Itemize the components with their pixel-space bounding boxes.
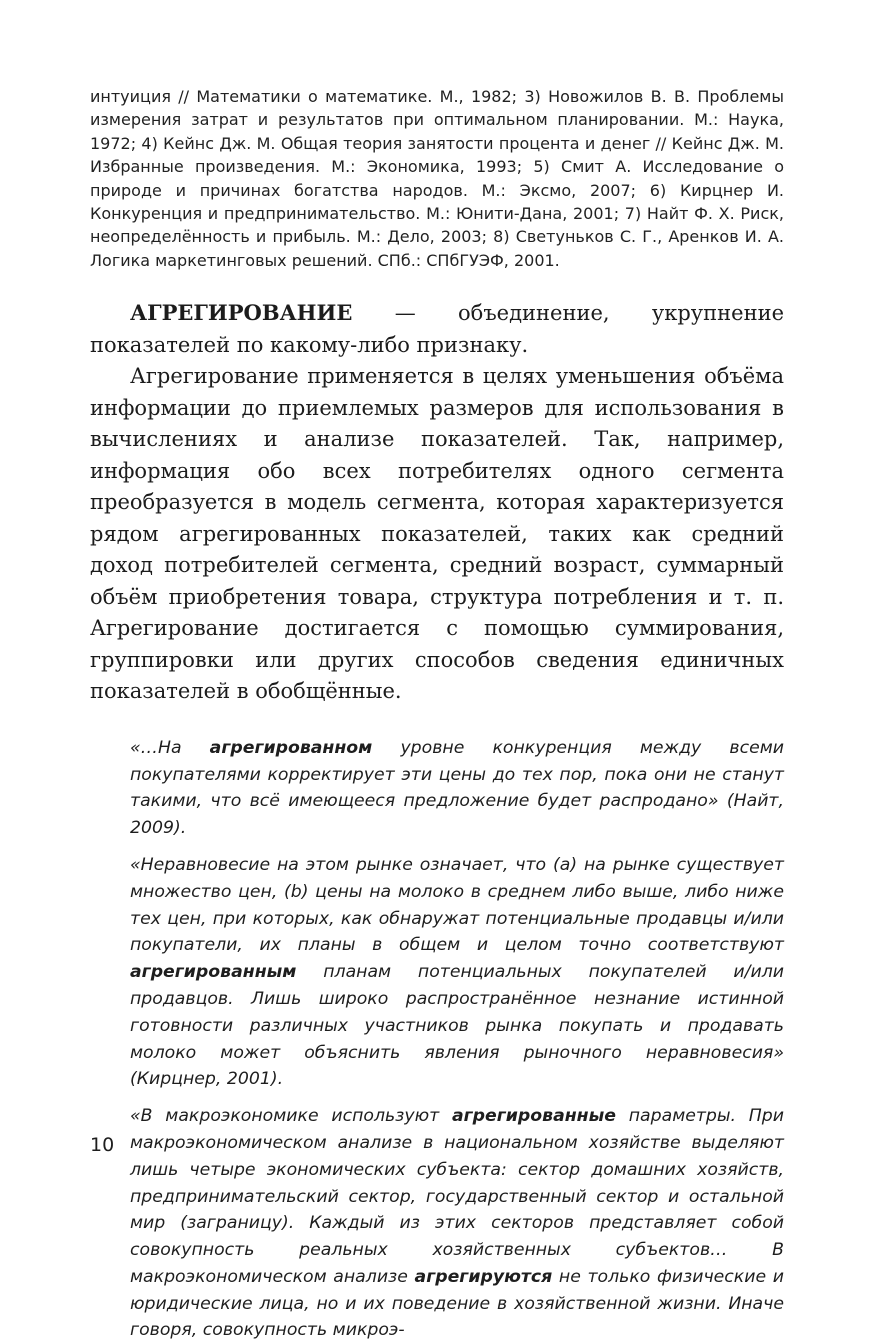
entry-explanation: Агрегирование применяется в целях уменьшения объёма информации до приемлемых размеров для использования в вычислениях и анализе показателей. Так, например, информация обо всех потребителях одного сегмента преобразуется в модель сегмента, которая характеризуется рядом агрегированных показателей, таких как средний доход потребителей сегмента, средний возраст, суммарный объём приобретения товара, структура потребления и т. п. Агрегирование достигается с помощью суммирования, группировки или других способов сведения единичных показателей в обобщённые. xyxy=(90,364,784,704)
quote-3-middle: параметры. При макроэкономическом анализе в национальном хозяйстве выделяют лишь четыре экономических субъекта: сектор домашних хозяйств, предпринимательский сектор, государственный сектор и остальной мир (заграницу). Каждый из этих секторов представляет собой совокупность реальных хозяйственных субъектов… В макроэкономическом анализе xyxy=(130,1106,784,1287)
quote-2 xyxy=(130,852,784,1093)
entry-definition: — объединение, укрупнение показателей по какому-либо признаку. xyxy=(90,301,784,357)
quote-1-before: «…На xyxy=(130,737,210,758)
page-number: 10 xyxy=(90,1134,115,1156)
quote-1 xyxy=(130,735,784,842)
quote-1-keyword: агрегированном xyxy=(209,737,373,758)
dictionary-entry-heading xyxy=(90,297,784,361)
quote-3-after: не только физические и юридические лица, но и их поведение в хозяйственной жизни. Иначе говоря, совокупность микроэ- xyxy=(130,1266,784,1341)
quote-3 xyxy=(130,1103,784,1344)
quote-3-before: «В макроэкономике используют xyxy=(130,1106,452,1127)
quote-2-before: «Неравновесие на этом рынке означает, что (a) на рынке существует множество цен, (b) цены на молоко в среднем либо выше, либо ниже тех цен, при которых, как обнаружат потенциальные продавцы и/или покупатели, их планы в общем и целом точно соответствуют xyxy=(130,854,784,956)
quote-2-keyword: агрегированным xyxy=(130,962,297,983)
references-tail: интуиция // Математики о математике. М., 1982; 3) Новожилов В. В. Проблемы измерения затрат и результатов при оптимальном планировании. М.: Наука, 1972; 4) Кейнс Дж. М. Общая теория занятости процента и денег // Кейнс Дж. М. Избранные произведения. М.: Экономика, 1993; 5) Смит А. Исследование о природе и причинах богатства народов. М.: Эксмо, 2007; 6) Кирцнер И. Конкуренция и предпринимательство. М.: Юнити-Дана, 2001; 7) Найт Ф. Х. Риск, неопределённость и прибыль. М.: Дело, 2003; 8) Светуньков С. Г., Аренков И. А. Логика маркетинговых решений. СПб.: СПбГУЭФ, 2001. xyxy=(90,87,784,270)
page-content xyxy=(90,85,784,1344)
quote-3-keyword: агрегированные xyxy=(451,1106,616,1127)
quote-3-keyword-2: агрегируются xyxy=(414,1266,553,1287)
entry-term: АГРЕГИРОВАНИЕ xyxy=(130,300,353,326)
quote-1-after: уровне конкуренция между всеми покупателями корректирует эти цены до тех пор, пока они не станут такими, что всё имеющееся предложение будет распродано» (Найт, 2009). xyxy=(130,737,784,839)
quote-2-after: планам потенциальных покупателей и/или продавцов. Лишь широко распространённое незнание истинной готовности различных участников рынка покупать и продавать молоко может объяснить явления рыночного неравновесия» (Кирцнер, 2001). xyxy=(130,962,784,1090)
